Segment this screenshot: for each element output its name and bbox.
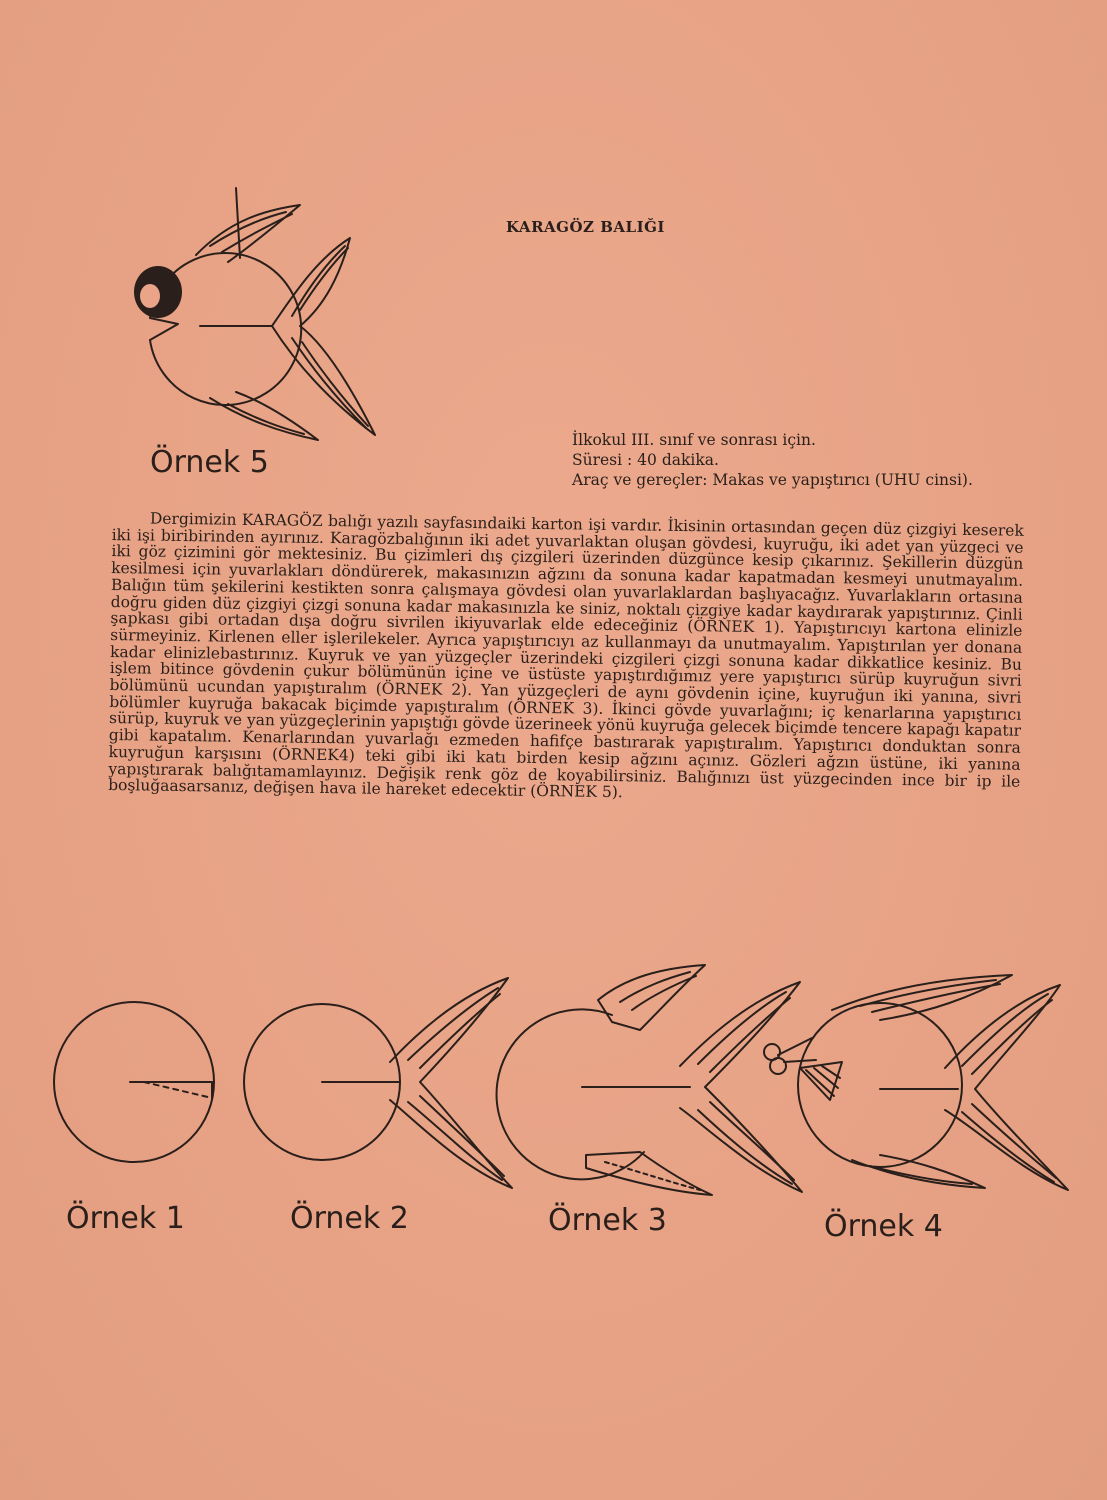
label-ornek5: Örnek 5 bbox=[150, 445, 269, 480]
fish-ornek2-illustration bbox=[244, 978, 512, 1188]
label-ornek3: Örnek 3 bbox=[548, 1203, 667, 1238]
label-ornek4: Örnek 4 bbox=[824, 1209, 943, 1244]
fish-ornek1-illustration bbox=[54, 1002, 214, 1162]
fish-ornek3-illustration bbox=[497, 965, 802, 1195]
duration-text: Süresi : 40 dakika. bbox=[572, 451, 719, 469]
fish-ornek5-illustration bbox=[134, 188, 375, 440]
instructions-paragraph: Dergimizin KARAGÖZ balığı yazılı sayfasındaiki karton işi vardır. İkisinin ortasından geçen düz çizgiyi keserek iki işi biribirinden ayırınız. Karagözbalığının iki adet yuvarlaktan oluşan gövdesi, kuyruğu, iki adet yan yüzgeci ve iki göz çizimini gör mektesiniz. Bu çizimleri dış çizgileri üzerinden düzgünce kesip çıkarınız. Şekillerin düzgün kesilmesi için yuvarlakları döndürerek, makasınızın ağzını da sonuna kadar kapatmadan kesmeyi unutmayalım. Balığın tüm şekilerini kestikten sonra çalışmaya gövdesi olan yuvarlaklardan başlıyacağız. Yuvarlakların ortasına doğru giden düz çizgiyi çizgi sonuna kadar makasınızla ke siniz, noktalı çizgiye kadar kaydırarak yapıştırınız. Çinli şapkası gibi ortadan dışa doğru sivrilen ikiyuvarlak elde edeceğiniz (ÖRNEK 1). Yapıştırıcıyı kartona elinizle sürmeyiniz. Kirlenen eller işlerilekeler. Ayrıca yapıştırıcıyı az kullanmayı da unutmayalım. Yapıştırılan yer donana kadar elinizlebastırınız. Kuyruk ve yan yüzgeçler üzerindeki çizgileri çizgi sonuna kadar dikkatlice kesiniz. Bu işlem bitince gövdenin çukur bölümünün içine ve üstüste yapıştırdığımız yere yapıştırıcı sürüp kuyruğun sivri bölümünü ucundan yapıştıralım (ÖRNEK 2). Yan yüzgeçleri de aynı gövdenin içine, kuyruğun iki yanına, sivri bölümler kuyruğa bakacak biçimde yapıştıralım (ÖRNEK 3). İkinci gövde yuvarlağını; iç kenarlarına yapıştırıcı sürüp, kuyruk ve yan yüzgeçlerinin yapıştığı gövde üzerineek yönü kuyruğa gelecek biçimde tencere kapağı kapatır gibi kapatalım. Kenarlarından yuvarlağı ezmeden hafifçe bastırarak yapıştıralım. Yapıştırıcı donduktan sonra kuyruğun karşısını (ÖRNEK4) teki gibi iki katı birden kesip ağzını açınız. Gözleri ağzın üstüne, iki yanına yapıştırarak balığıtamamlayınız. Değişik renk göz de koyabilirsiniz. Balığınızı üst yüzgecinden ince bir ip ile boşluğaasarsanız, değişen hava ile hareket edecektir (ÖRNEK 5). bbox=[108, 509, 1024, 802]
fish-ornek4-illustration bbox=[764, 975, 1068, 1190]
activity-info bbox=[572, 430, 973, 490]
grade-level-text: İlkokul III. sınıf ve sonrası için. bbox=[572, 431, 816, 449]
label-ornek1: Örnek 1 bbox=[66, 1201, 185, 1236]
label-ornek2: Örnek 2 bbox=[290, 1201, 409, 1236]
page-title: KARAGÖZ BALIĞI bbox=[506, 218, 665, 236]
materials-text: Araç ve gereçler: Makas ve yapıştırıcı (UHU cinsi). bbox=[572, 471, 973, 489]
